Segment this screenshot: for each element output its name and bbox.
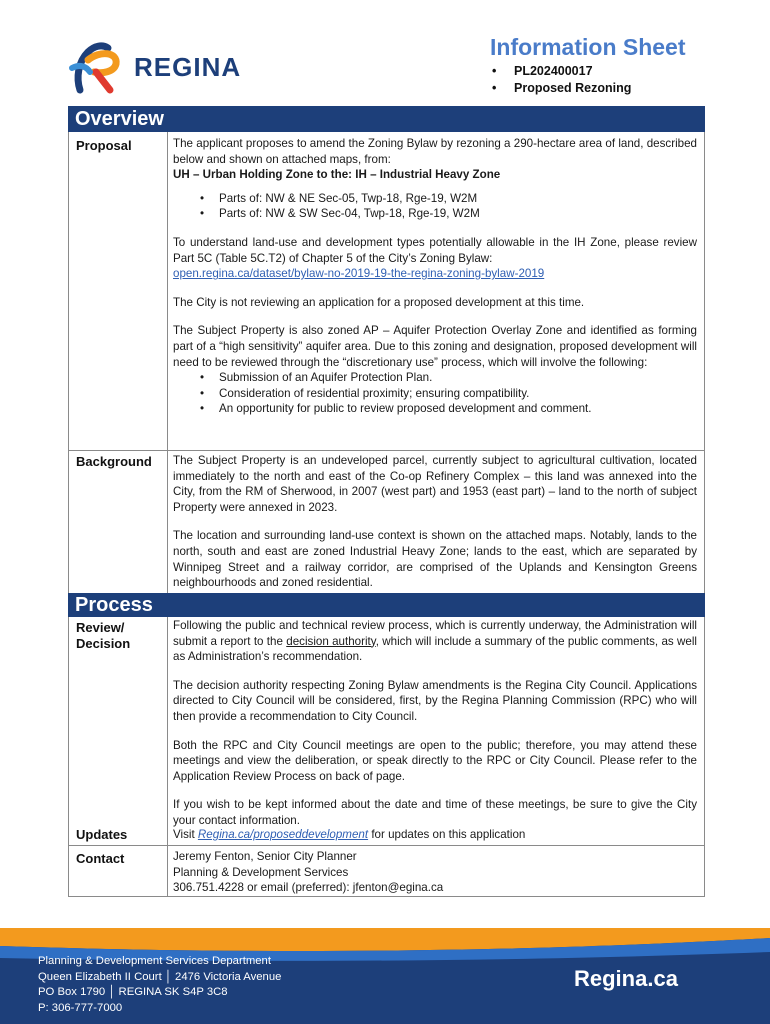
label-line: Decision	[76, 636, 131, 651]
updates-text	[173, 827, 697, 843]
row-label-proposal: Proposal	[76, 138, 132, 153]
row-label-contact: Contact	[76, 851, 125, 866]
text-span: , which will include a summary of the public comments, as well as Administration’s recommendation.	[173, 634, 697, 664]
footer-website-link[interactable]: Regina.ca	[574, 966, 678, 991]
row-divider	[69, 845, 704, 846]
contact-name: Jeremy Fenton, Senior City Planner	[173, 850, 357, 863]
list-item: • Parts of: NW & NE Sec-05, Twp-18, Rge-19, W2M	[173, 191, 697, 207]
list-item: • Submission of an Aquifer Protection Plan.	[173, 370, 697, 386]
review-paragraph-4: If you wish to be kept informed about the date and time of these meetings, be sure to give the City your contact information.	[173, 798, 697, 827]
footer-po-box: PO Box 1790 │ REGINA SK S4P 3C8	[38, 986, 228, 999]
contact-content	[173, 849, 697, 896]
list-item: • Consideration of residential proximity; ensuring compatibility.	[173, 386, 697, 402]
document-title: Information Sheet	[490, 34, 686, 60]
process-table	[68, 617, 705, 897]
aquifer-requirements-list	[173, 370, 697, 417]
column-divider	[167, 617, 168, 896]
proposal-zoning-change: UH – Urban Holding Zone to the: IH – Industrial Heavy Zone	[173, 168, 501, 182]
overview-table	[68, 132, 705, 593]
contact-department: Planning & Development Services	[173, 865, 349, 879]
contact-phone-email: 306.751.4228 or email (preferred): jfenton@egina.ca	[173, 881, 444, 895]
text-span: Visit	[173, 828, 198, 841]
footer-phone: P: 306-777-7000	[38, 1001, 123, 1014]
regina-logo-mark-icon	[66, 38, 126, 96]
file-number: • PL202400017	[492, 62, 631, 79]
background-content	[173, 453, 697, 591]
proposal-parts-list	[173, 191, 697, 222]
document-subject: • Proposed Rezoning	[492, 79, 631, 96]
background-paragraph-2: The location and surrounding land-use context is shown on the attached maps. Notably, lands to the north, south and east are zoned Industrial Heavy Zone; lands to the east, which are separated by Winnipeg Street and a railway corridor, are comprised of the Uplands and Kensington Greens neighbourhoods and zoned residential.	[173, 529, 697, 590]
section-header-overview: Overview	[68, 106, 705, 132]
proposal-content	[173, 136, 697, 417]
zoning-bylaw-link[interactable]: open.regina.ca/dataset/bylaw-no-2019-19-the-regina-zoning-bylaw-2019	[173, 267, 545, 281]
review-paragraph-3: Both the RPC and City Council meetings are open to the public; therefore, you may attend these meetings and view the deliberation, or speak directly to the RPC or City Council. Please refer to the Application Review Process on back of page.	[173, 738, 697, 783]
row-label-review-decision	[76, 620, 130, 652]
document-identifiers	[492, 62, 631, 96]
proposal-aquifer: The Subject Property is also zoned AP – Aquifer Protection Overlay Zone and identified as forming part of a “high sensitivity” aquifer area. Due to this zoning and designation, proposed development will need to be reviewed through the “discretionary use” process, which will involve the following:	[173, 324, 697, 369]
row-divider	[69, 450, 704, 451]
column-divider	[167, 132, 168, 593]
list-item: • Parts of: NW & SW Sec-04, Twp-18, Rge-19, W2M	[173, 206, 697, 222]
section-header-process: Process	[68, 593, 705, 617]
row-label-background: Background	[76, 454, 152, 469]
proposal-zone-review: To understand land-use and development types potentially allowable in the IH Zone, please review Part 5C (Table 5C.T2) of Chapter 5 of the City’s Zoning Bylaw:	[173, 235, 697, 265]
review-content	[173, 618, 697, 829]
proposal-intro: The applicant proposes to amend the Zoning Bylaw by rezoning a 290-hectare area of land, described below and shown on attached maps, from:	[173, 137, 697, 166]
decision-authority-term: decision authority	[286, 634, 376, 648]
label-line: Review/	[76, 620, 125, 635]
list-item: • An opportunity for public to review proposed development and comment.	[173, 401, 697, 417]
text-span: Following the public and technical review process, which is currently underway, the Administration will submit a report to the	[173, 619, 697, 648]
proposed-development-link[interactable]: Regina.ca/proposeddevelopment	[197, 828, 369, 841]
text-span: for updates on this application	[368, 828, 526, 841]
proposal-no-development: The City is not reviewing an application for a proposed development at this time.	[173, 295, 585, 309]
footer-street: Queen Elizabeth II Court │ 2476 Victoria Avenue	[38, 970, 282, 983]
row-label-updates: Updates	[76, 827, 128, 842]
footer-department: Planning & Development Services Department	[38, 955, 271, 967]
footer-address	[38, 954, 281, 1016]
review-paragraph-1	[173, 618, 697, 665]
regina-logo	[66, 36, 256, 98]
updates-content	[173, 827, 697, 843]
logo-wordmark: REGINA	[134, 51, 242, 82]
background-paragraph-1: The Subject Property is an undeveloped parcel, currently subject to agricultural cultivation, located immediately to the north and east of the Co-op Refinery Complex – this land was annexed into the City, from the RM of Sherwood, in 2007 (west part) and 1953 (east part) – land to the north of subject Property were annexed in 2023.	[173, 454, 697, 514]
review-paragraph-2: The decision authority respecting Zoning Bylaw amendments is the Regina City Council. Applications directed to City Council will be considered, first, by the Regina Planning Commission (RPC) who will then provide a recommendation to City Council.	[173, 678, 697, 723]
